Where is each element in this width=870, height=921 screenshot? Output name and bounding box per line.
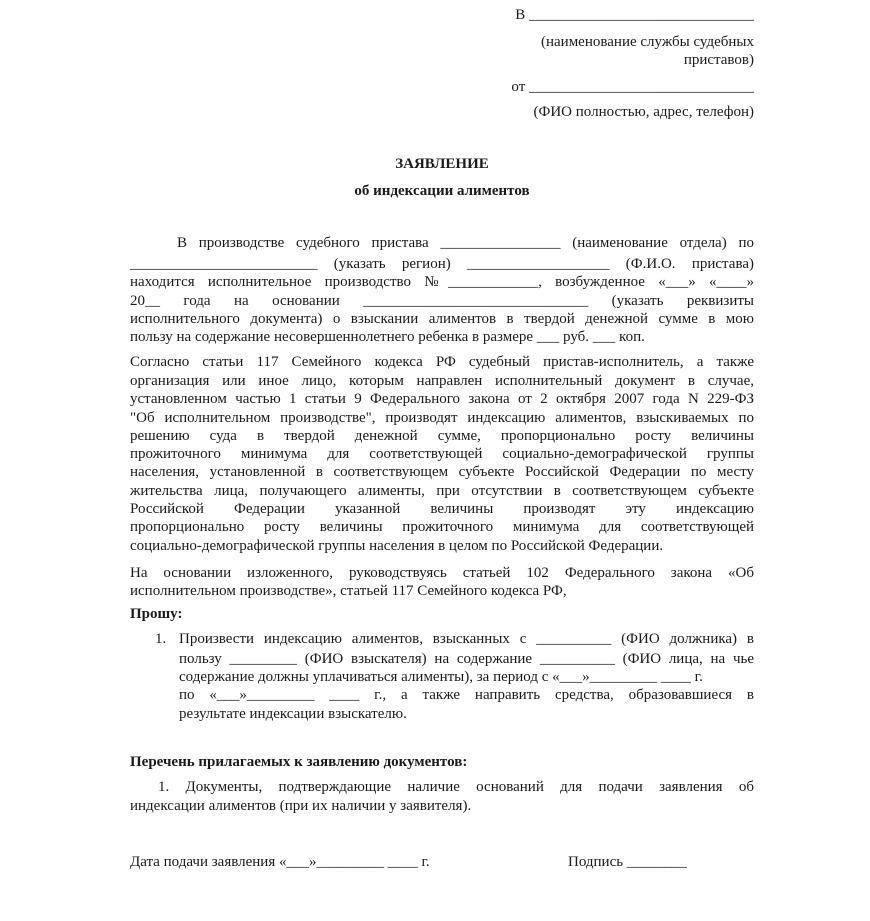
paragraph-line: пользу на содержание несовершеннолетнего ребенка в размере ___ руб. ___ коп. xyxy=(130,329,645,345)
paragraph-line: исполнительном производстве», статьей 117 Семейного кодекса РФ, xyxy=(130,583,567,599)
sender-hint: (ФИО полностью, адрес, телефон) xyxy=(533,104,754,120)
paragraph-line: прожиточного минимума для соответствующей социально-демографической группы xyxy=(130,446,754,462)
attachment-item: 1. Документы, подтверждающие наличие оснований для подачи заявления об xyxy=(158,779,754,795)
attachments-heading: Перечень прилагаемых к заявлению документов: xyxy=(130,754,468,770)
paragraph-line: решению суда в твердой денежной сумме, пропорционально росту величины xyxy=(130,428,754,444)
addressee-hint: (наименование службы судебных xyxy=(540,34,754,50)
request-line: по «___»_________ ____ г., а также направить средства, образовавшиеся в xyxy=(179,687,754,703)
paragraph-line: организация или иное лицо, которым направлен исполнительный документ в случае, xyxy=(130,373,754,389)
signature-line: Подпись ________ xyxy=(568,854,687,870)
request-line: результате индексации взыскателю. xyxy=(179,706,407,722)
document-subtitle: об индексации алиментов xyxy=(354,183,530,199)
request-line: Произвести индексацию алиментов, взысканных с __________ (ФИО должника) в xyxy=(179,631,754,647)
paragraph-line: пропорционально росту величины прожиточного минимума для соответствующей xyxy=(130,519,754,535)
paragraph-line: установленном частью 1 статьи 9 Федерального закона от 2 октября 2007 года N 229-ФЗ xyxy=(130,391,754,407)
paragraph-line: жительства лица, получающего алименты, при отсутствии в соответствующем субъекте xyxy=(130,483,754,499)
submission-date: Дата подачи заявления «___»_________ ____ г. xyxy=(130,854,430,870)
addressee-line: В ______________________________ xyxy=(515,7,754,23)
request-line: пользу _________ (ФИО взыскателя) на содержание __________ (ФИО лица, на чье xyxy=(179,651,754,667)
paragraph-line: На основании изложенного, руководствуясь статьей 102 Федерального закона «Об xyxy=(130,565,754,581)
request-number: 1. xyxy=(155,631,167,647)
paragraph-line: исполнительного документа) о взыскании алиментов в твердой денежной сумме в мою xyxy=(130,311,754,327)
paragraph-line: Согласно статьи 117 Семейного кодекса РФ судебный пристав-исполнитель, а также xyxy=(130,354,754,370)
attachment-item: индексации алиментов (при их наличии у заявителя). xyxy=(130,798,472,814)
addressee-hint: приставов) xyxy=(683,52,754,68)
document-title: ЗАЯВЛЕНИЕ xyxy=(395,156,489,172)
paragraph-line: Российской Федерации указанной величины производят эту индексацию xyxy=(130,501,754,517)
paragraph-line: _________________________ (указать регион) ___________________ (Ф.И.О. пристава) xyxy=(130,256,754,272)
sender-line: от ______________________________ xyxy=(511,79,754,95)
paragraph-line: социально-демографической группы населения в целом по Российской Федерации. xyxy=(130,538,664,554)
paragraph-line: населения, установленной в соответствующем субъекте Российской Федерации по месту xyxy=(130,464,754,480)
paragraph-line: В производстве судебного пристава ________________ (наименование отдела) по xyxy=(177,235,754,251)
paragraph-line: "Об исполнительном производстве", производят индексацию алиментов, взыскиваемых по xyxy=(130,410,754,426)
paragraph-line: 20__ года на основании ______________________________ (указать реквизиты xyxy=(130,293,754,309)
request-heading: Прошу: xyxy=(130,606,183,622)
paragraph-line: находится исполнительное производство №____________, возбужденное «___» «____» xyxy=(130,274,754,290)
request-line: содержание должны уплачиваться алименты), за период с «___»_________ ____ г. xyxy=(179,669,703,685)
